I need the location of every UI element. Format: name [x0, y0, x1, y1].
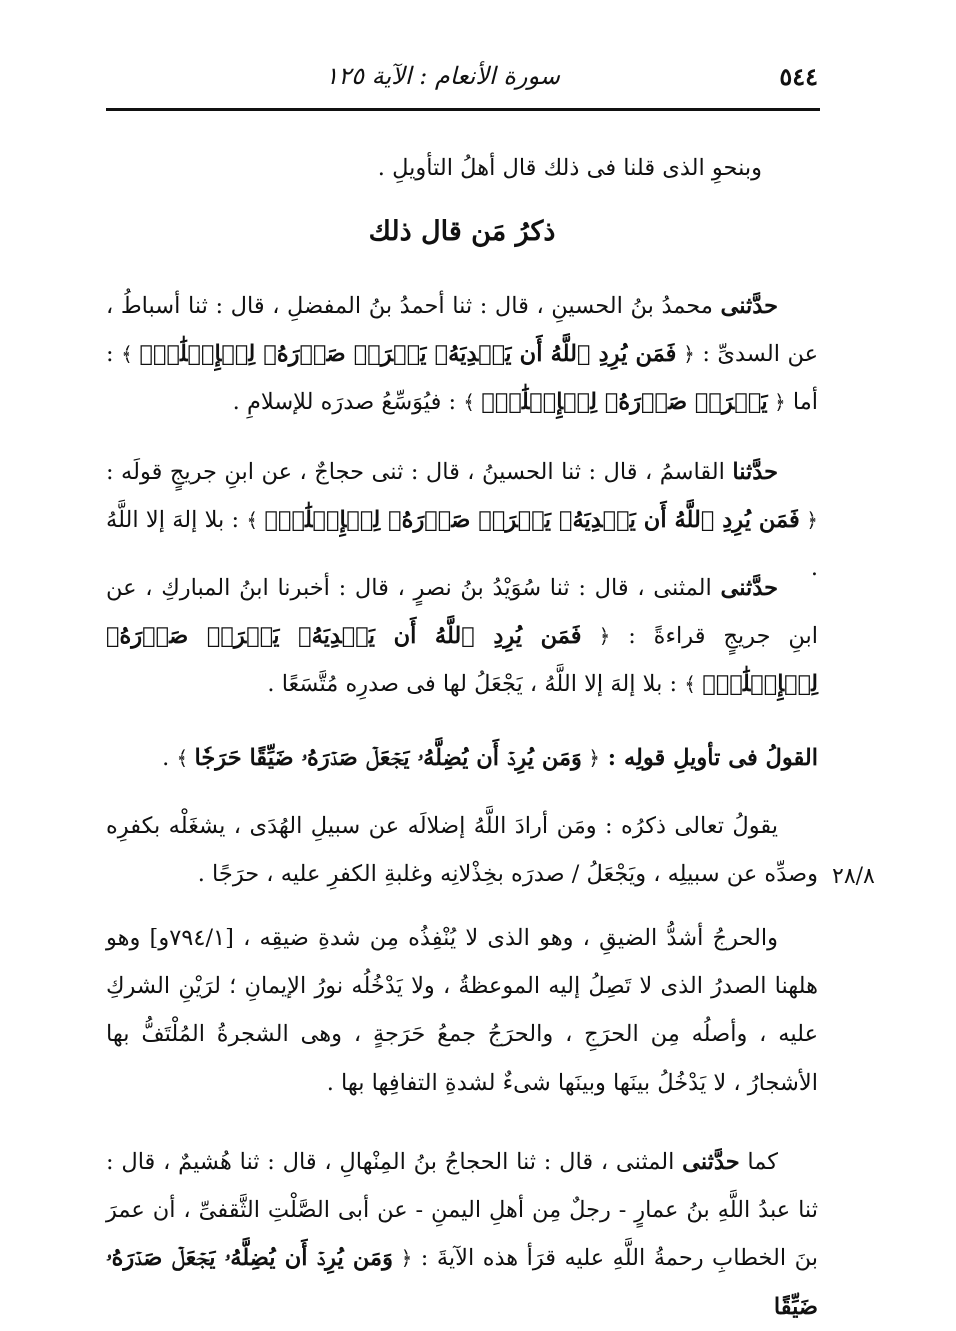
quran-close-brace: ﴾ [246, 508, 265, 533]
intro-text: وبنحوِ الذى قلنا فى ذلك قال أهلُ التأويلِ . [377, 155, 762, 181]
paragraph-1-quote-b: يَشۡرَحۡ صَدۡرَهُۥ لِلۡإِسۡلَٰمِۖ [481, 389, 768, 416]
paragraph-6 [106, 914, 818, 1107]
paragraph-7 [106, 1138, 818, 1331]
paragraph-1-lead: حدَّثنى [720, 293, 778, 319]
paragraph-7-text-a: المثنى ، قال : ثنا الحجاجُ بنُ المِنْهالِ ، قال : ثنا هُشيمٌ ، قال : ثنا عبدُ اللَّهِ بنُ عمارٍ - رجلٌ مِن أهلِ اليمنِ - عن أبى الصَّلْتِ الثَّقفىِّ ، أن عمرَ بنَ الخطابِ رحمةُ اللَّهِ عليه قرَأ هذه الآيةَ : [106, 1149, 819, 1272]
paragraph-3 [106, 564, 818, 709]
paragraph-4-quote-a: وَمَن يُرِدۡ أَن يُضِلَّهُۥ يَجۡعَلۡ صَدۡرَهُۥ ضَيِّقًا حَرَجٗا [194, 745, 582, 771]
page-number: ٥٤٤ [779, 62, 818, 91]
paragraph-1-text-b: : أما [106, 341, 818, 416]
quran-close-brace: ﴾ [684, 672, 703, 697]
paragraph-1-text-a: محمدُ بنُ الحسينِ ، قال : ثنا أحمدُ بنُ المفضلِ ، قال : ثنا أسباطُ ، عن السدىِّ : [106, 293, 819, 368]
quran-open-brace: ﴿ [392, 1246, 413, 1271]
header-rule [106, 108, 820, 111]
quran-open-brace: ﴿ [581, 746, 600, 770]
paragraph-7-lead: حدَّثنى [682, 1149, 740, 1175]
margin-reference: ٢٨/٨ [832, 864, 875, 889]
paragraph-5-text: يقولُ تعالى ذكرُه : ومَن أرادَ اللَّهُ إضلالَه عن سبيلِ الهُدَى ، يشغَلْه بكفرِه وصدِّه عن سبيلِه ، ويَجْعَلُ / صدرَه بخِذْلانِه وغلبةِ الكفرِ عليه ، حرَجًا . [106, 813, 818, 888]
paragraph-3-text-b: : بلا إلهَ إلا اللَّهُ ، يَجْعَلُ لها فى صدرِه مُتَّسَعًا . [267, 671, 685, 698]
paragraph-7-quote-a: وَمَن يُرِدۡ أَن يُضِلَّهُۥ يَجۡعَلۡ صَدۡرَهُۥ ضَيِّقًا [106, 1245, 818, 1320]
paragraph-2-text-a: القاسمُ ، قال : ثنا الحسينُ ، قال : ثنى حجاجٌ ، عن ابنِ جريجٍ قولَه : [106, 459, 733, 485]
paragraph-3-quote-a: فَمَن يُرِدِ ٱللَّهُ أَن يَهۡدِيَهُۥ يَشۡرَحۡ صَدۡرَهُۥ لِلۡإِسۡلَٰمِۖ [106, 623, 818, 698]
quran-open-brace: ﴿ [581, 624, 611, 649]
surah-title: سورة الأنعام : الآية ١٢٥ [325, 62, 560, 90]
quran-open-brace: ﴿ [676, 342, 695, 367]
paragraph-2-lead: حدَّثنا [732, 459, 778, 485]
paragraph-7-pre: كما [739, 1149, 779, 1175]
paragraph-3-text-a: المثنى ، قال : ثنا سُوَيْدُ بنُ نصرٍ ، قال : أخبرنا ابنُ المباركِ ، عن ابنِ جريجٍ قراءةً : [106, 575, 819, 650]
paragraph-1-text-c: : فيُوَسِّعُ صدرَه للإسلامِ . [232, 389, 464, 416]
quran-close-brace: ﴾ [463, 390, 482, 415]
paragraph-1 [106, 282, 818, 427]
paragraph-2-quote-a: فَمَن يُرِدِ ٱللَّهُ أَن يَهۡدِيَهُۥ يَشۡرَحۡ صَدۡرَهُۥ لِلۡإِسۡلَٰمِۖ [264, 507, 800, 534]
paragraph-1-quote-a: فَمَن يُرِدِ ٱللَّهُ أَن يَهۡدِيَهُۥ يَشۡرَحۡ صَدۡرَهُۥ لِلۡإِسۡلَٰمِۖ [139, 341, 677, 368]
paragraph-6-text: والحرجُ أشدُّ الضيقِ ، وهو الذى لا يُنْفِذُه مِن شدةِ ضيقِه ، [٧٩٤/١و] وهو هلهنا الصدرُ الذى لا تَصِلُ إليه الموعظةُ ، ولا يَدْخُلُه نورُ الإيمانِ ؛ لرَيْنِ الشركِ عليه ، وأصلُه مِن الحرَجِ ، والحرَجُ جمعُ حَرَجةٍ ، وهى الشجرةُ المُلْتَفُّ بها الأشجارُ ، لا يَدْخُلُ بينَها وبينَها شىءٌ لشدةِ التفافِها بها . [106, 925, 818, 1096]
paragraph-2-text-b: : بلا إلهَ إلا اللَّهُ . [106, 507, 818, 582]
intro-paragraph [106, 144, 818, 192]
paragraph-5 [106, 802, 818, 898]
quran-close-brace: ﴾ [176, 746, 195, 770]
section-heading: ذكرُ مَن قال ذلك [368, 216, 556, 247]
paragraph-3-lead: حدَّثنى [720, 575, 778, 601]
quran-open-brace: ﴿ [799, 508, 818, 533]
running-header [106, 58, 818, 102]
paragraph-4 [106, 734, 818, 782]
paragraph-4-text-b: . [162, 745, 177, 771]
paragraph-4-lead: القولُ فى تأويلِ قولِه : [599, 745, 818, 771]
quran-open-brace: ﴿ [767, 390, 786, 415]
quran-close-brace: ﴾ [121, 342, 140, 367]
